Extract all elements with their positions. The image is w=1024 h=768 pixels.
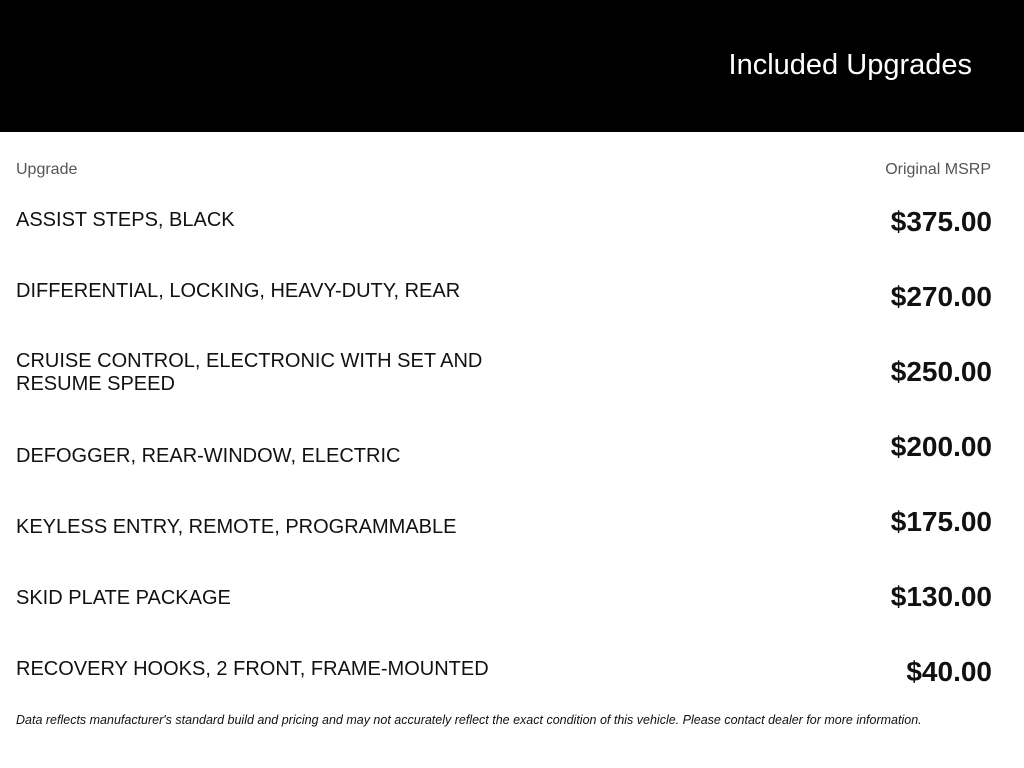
column-header-upgrade: Upgrade xyxy=(16,161,78,178)
upgrade-price: $270.00 xyxy=(890,281,992,312)
upgrade-price: $130.00 xyxy=(890,581,992,612)
upgrade-name: DIFFERENTIAL, LOCKING, HEAVY-DUTY, REAR xyxy=(16,280,461,302)
upgrade-name: RECOVERY HOOKS, 2 FRONT, FRAME-MOUNTED xyxy=(16,658,489,680)
upgrade-name: KEYLESS ENTRY, REMOTE, PROGRAMMABLE xyxy=(16,516,457,538)
upgrade-name: ASSIST STEPS, BLACK xyxy=(16,209,235,231)
upgrade-price: $40.00 xyxy=(906,656,992,687)
upgrade-name: SKID PLATE PACKAGE xyxy=(16,587,231,609)
upgrade-name: DEFOGGER, REAR-WINDOW, ELECTRIC xyxy=(16,445,401,467)
upgrade-price: $175.00 xyxy=(890,506,992,537)
upgrade-price: $375.00 xyxy=(890,206,992,237)
upgrade-price: $200.00 xyxy=(890,431,992,462)
disclaimer-text: Data reflects manufacturer's standard build and pricing and may not accurately reflect the exact condition of this vehicle. Please contact dealer for more information. xyxy=(16,713,922,727)
page-title: Included Upgrades xyxy=(728,49,972,81)
upgrade-name: CRUISE CONTROL, ELECTRONIC WITH SET AND RESUME SPEED xyxy=(16,350,483,395)
upgrade-price: $250.00 xyxy=(890,356,992,387)
column-header-msrp: Original MSRP xyxy=(885,161,991,178)
page-header xyxy=(0,0,1024,132)
